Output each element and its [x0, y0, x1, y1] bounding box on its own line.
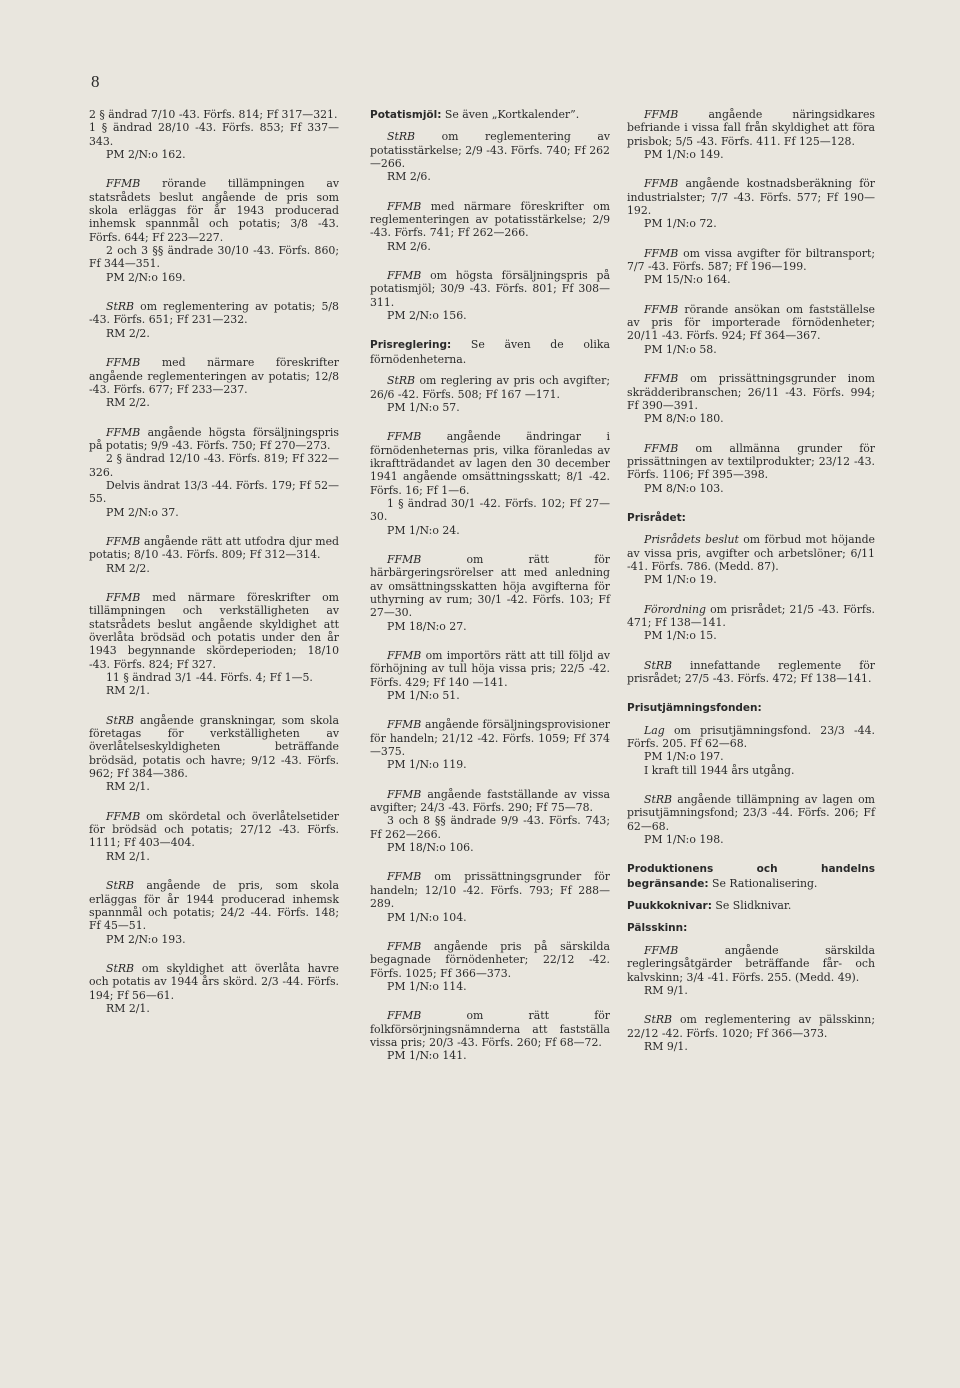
- index-entry: [627, 1013, 875, 1053]
- reference-line: PM 1/N:o 198.: [644, 833, 724, 847]
- reference-line: PM 1/N:o 57.: [387, 400, 460, 414]
- entry-text: [627, 533, 875, 573]
- index-entry: [370, 430, 610, 537]
- entry-text: [627, 247, 875, 274]
- entry-body: med närmare föreskrifter om reglementeringen av potatisstärkelse; 2/9 -43. Förfs. 741; Ff 262—266.: [370, 199, 610, 240]
- entry-lead: FFMB: [106, 590, 141, 604]
- entry-text: [627, 921, 875, 935]
- section-heading-entry: [627, 511, 875, 525]
- reference-line: PM 1/N:o 141.: [387, 1049, 467, 1063]
- index-entry: [627, 659, 875, 686]
- entry-body: med närmare föreskrifter angående reglementeringen av potatis; 12/8 -43. Förfs. 677; Ff 233—237.: [89, 356, 339, 396]
- entry-text: [370, 108, 610, 122]
- entry-body: om reglementering av potatis; 5/8 -43. Förfs. 651; Ff 231—232.: [89, 300, 339, 327]
- reference-line: PM 2/N:o 37.: [106, 505, 179, 519]
- entry-body: om skördetal och överlåtelsetider för brödsäd och potatis; 27/12 -43. Förfs. 1111; Ff 403—404.: [89, 809, 339, 850]
- reference-line: PM 8/N:o 103.: [644, 481, 724, 495]
- reference-line: RM 9/1.: [644, 983, 688, 997]
- entry-body: om reglering av pris och avgifter; 26/6 -42. Förfs. 508; Ff 167 —171.: [370, 374, 611, 401]
- reference-line: RM 9/1.: [644, 1039, 688, 1053]
- entry-body: innefattande reglemente för prisrådet; 27/5 -43. Förfs. 472; Ff 138—141.: [627, 658, 875, 685]
- entry-text: [627, 303, 875, 343]
- index-entry: [627, 372, 875, 425]
- entry-body: angående särskilda regleringsåtgärder beträffande får- och kalvskinn; 3/4 -41. Förfs. 255. (Medd. 49).: [627, 943, 875, 984]
- section-heading: Prisreglering:: [370, 339, 452, 352]
- entry-lead: FFMB: [387, 430, 422, 444]
- entry-body: angående rätt att utfodra djur med potatis; 8/10 -43. Förfs. 809; Ff 312—314.: [89, 534, 339, 562]
- entry-lead: FFMB: [106, 356, 141, 370]
- amendment-line: 2 och 3 §§ ändrade 30/10 -43. Förfs. 860; Ff 344—351.: [89, 244, 339, 271]
- entry-text: [370, 553, 610, 620]
- entry-lead: FFMB: [106, 534, 141, 548]
- entry-text: [89, 714, 339, 781]
- reference-line: PM 1/N:o 24.: [387, 523, 460, 537]
- entry-body: om prisrådet; 21/5 -43. Förfs. 471; Ff 138—141.: [627, 602, 876, 629]
- reference-line: RM 2/1.: [106, 1001, 150, 1015]
- entry-lead: FFMB: [387, 199, 422, 213]
- entry-lead: FFMB: [387, 870, 422, 884]
- reference-line: PM 2/N:o 162.: [106, 148, 186, 162]
- entry-text: [370, 338, 610, 366]
- entry-text: [627, 944, 875, 984]
- entry-body: Se Slidknivar.: [715, 899, 792, 913]
- index-entry: [370, 649, 610, 702]
- entry-lead: Lag: [644, 723, 665, 737]
- entry-body: om prissättningsgrunder för handeln; 12/10 -42. Förfs. 793; Ff 288—289.: [370, 870, 610, 911]
- entry-text: [627, 793, 875, 833]
- entry-body: om förbud mot höjande av vissa pris, avgifter och arbetslöner; 6/11 -41. Förfs. 786. (Medd. 87).: [627, 533, 876, 573]
- column-2: [370, 108, 610, 1079]
- index-entry: [627, 247, 875, 287]
- entry-text: [370, 200, 610, 240]
- reference-line: PM 1/N:o 58.: [644, 342, 717, 356]
- entry-body: angående tillämpning av lagen om prisutjämningsfond; 23/3 -44. Förfs. 206; Ff 62—68.: [627, 793, 875, 833]
- entry-lead: FFMB: [106, 809, 141, 823]
- reference-line: PM 1/N:o 114.: [387, 979, 467, 993]
- entry-lead: StRB: [106, 300, 135, 314]
- entry-lead: FFMB: [644, 441, 679, 455]
- index-entry: [627, 944, 875, 997]
- entry-body: om reglementering av pälsskinn; 22/12 -42. Förfs. 1020; Ff 366—373.: [627, 1013, 875, 1040]
- entry-body: angående pris på särskilda begagnade förnödenheter; 22/12 -42. Förfs. 1025; Ff 366—373.: [370, 939, 610, 980]
- entry-lead: FFMB: [106, 177, 141, 191]
- index-entry: [89, 177, 339, 284]
- entry-body: om prisutjämningsfond. 23/3 -44. Förfs. 205. Ff 62—68.: [627, 723, 876, 751]
- index-entry: [370, 940, 610, 993]
- entry-text: [370, 870, 610, 910]
- entry-body: angående kostnadsberäkning för industrialster; 7/7 -43. Förfs. 577; Ff 190—192.: [627, 177, 875, 218]
- entry-text: [370, 430, 610, 497]
- section-heading-entry: [627, 701, 875, 715]
- index-entry: [89, 108, 339, 161]
- index-entry: [89, 810, 339, 863]
- index-entry: [89, 426, 339, 519]
- section-heading: Potatismjöl:: [370, 109, 442, 121]
- entry-lead: StRB: [387, 130, 416, 144]
- entry-lead: StRB: [644, 658, 673, 672]
- index-entry: [627, 303, 875, 356]
- entry-text: [89, 535, 339, 562]
- reference-line: PM 1/N:o 149.: [644, 148, 724, 162]
- index-entry: [89, 962, 339, 1015]
- entry-text: [370, 130, 610, 170]
- entry-lead: StRB: [106, 879, 135, 893]
- entry-text: [370, 649, 610, 689]
- entry-body: angående ändringar i förnödenheternas pris, vilka föranledas av ikraftträdandet av lagen den 30 december 1941 angående omsättningsskatt; 8/1 -42. Förfs. 16; Ff 1—6.: [370, 430, 610, 497]
- entry-lead: StRB: [106, 713, 135, 727]
- section-heading-entry: [370, 338, 610, 366]
- index-entry: [370, 269, 610, 322]
- reference-line: PM 1/N:o 15.: [644, 629, 717, 643]
- amendment-line: 3 och 8 §§ ändrade 9/9 -43. Förfs. 743; Ff 262—266.: [370, 814, 610, 841]
- entry-text: [370, 788, 610, 815]
- reference-line: RM 2/2.: [106, 326, 150, 340]
- amendment-line: 1 § ändrad 28/10 -43. Förfs. 853; Ff 337—343.: [89, 121, 339, 148]
- index-entry: [370, 788, 610, 855]
- entry-lead: StRB: [106, 961, 135, 975]
- reference-line: RM 2/1.: [106, 684, 150, 698]
- entry-text: [89, 356, 339, 396]
- reference-line: RM 2/1.: [106, 849, 150, 863]
- entry-body: rörande tillämpningen av statsrådets beslut angående de pris som skola erläggas för år 1943 producerad inhemsk spannmål och potatis; 3/8 -43. Förfs. 644; Ff 223—227.: [89, 177, 339, 244]
- reference-line: PM 1/N:o 19.: [644, 573, 717, 587]
- entry-lead: FFMB: [644, 108, 679, 121]
- index-entry: [89, 300, 339, 340]
- entry-body: med närmare föreskrifter om tillämpningen och verkställigheten av statsrådets beslut angående skyldighet att överlåta brödsäd och potatis under den år 1943 begynnande skördeperioden; 18/10 -43. Förfs. 824; Ff 327.: [89, 590, 339, 671]
- reference-line: PM 18/N:o 27.: [387, 619, 467, 633]
- entry-body: om importörs rätt att till följd av förhöjning av tull höja vissa pris; 22/5 -42. Förfs. 429; Ff 140 —141.: [370, 649, 610, 689]
- entry-body: Se även de olika förnödenheterna.: [370, 338, 610, 366]
- amendment-line: Delvis ändrat 13/3 -44. Förfs. 179; Ff 52—55.: [89, 478, 339, 506]
- index-entry: [370, 718, 610, 771]
- entry-body: om reglementering av potatisstärkelse; 2/9 -43. Förfs. 740; Ff 262—266.: [370, 130, 610, 171]
- index-entry: [627, 442, 875, 495]
- entry-text: [627, 659, 875, 686]
- section-heading-entry: [627, 862, 875, 891]
- entry-body: rörande ansökan om fastställelse av pris för importerade förnödenheter; 20/11 -43. Förfs. 924; Ff 364—367.: [627, 302, 875, 343]
- entry-body: om högsta försäljningspris på potatismjöl; 30/9 -43. Förfs. 801; Ff 308—311.: [370, 269, 610, 309]
- index-entry: [89, 879, 339, 946]
- entry-lead: FFMB: [644, 372, 679, 386]
- reference-line: PM 15/N:o 164.: [644, 273, 731, 287]
- entry-text: [89, 591, 339, 671]
- entry-body: om rätt för folkförsörjningsnämnderna att fastställa vissa pris; 20/3 -43. Förfs. 260; Ff 68—72.: [370, 1009, 610, 1049]
- entry-text: [89, 300, 339, 327]
- index-entry: [370, 1009, 610, 1062]
- entry-text: [627, 442, 875, 482]
- entry-text: [627, 724, 875, 751]
- entry-body: Se Rationalisering.: [712, 876, 818, 890]
- entry-text: [627, 372, 875, 412]
- entry-body: angående högsta försäljningspris på potatis; 9/9 -43. Förfs. 750; Ff 270—273.: [89, 425, 340, 452]
- index-entry: [370, 870, 610, 923]
- entry-text: [627, 701, 875, 715]
- entry-text: [370, 1009, 610, 1049]
- reference-line: PM 1/N:o 104.: [387, 910, 467, 924]
- index-entry: [370, 200, 610, 253]
- entry-text: [627, 603, 875, 630]
- entry-lead: FFMB: [387, 787, 422, 801]
- entry-lead: FFMB: [387, 718, 422, 732]
- entry-text: [89, 177, 339, 244]
- entry-lead: StRB: [387, 374, 416, 388]
- index-entry: [89, 591, 339, 698]
- reference-line: PM 1/N:o 51.: [387, 689, 460, 703]
- entry-lead: FFMB: [644, 943, 679, 957]
- reference-line: PM 8/N:o 180.: [644, 412, 724, 426]
- entry-lead: FFMB: [644, 177, 679, 191]
- entry-text: [89, 810, 339, 850]
- index-entry: [627, 603, 875, 643]
- entry-lead: FFMB: [644, 302, 679, 316]
- reference-line: RM 2/6.: [387, 239, 431, 253]
- entry-lead: FFMB: [106, 425, 141, 439]
- entry-body: angående försäljningsprovisioner för handeln; 21/12 -42. Förfs. 1059; Ff 374—375.: [370, 718, 610, 759]
- entry-lead: StRB: [644, 1013, 673, 1027]
- index-entry: [89, 714, 339, 794]
- index-entry: [370, 374, 610, 414]
- entry-body: angående granskningar, som skola företagas för verkställigheten av överlåtelseskyldigheten beträffande brödsäd, potatis och havre; 9/12 -43. Förfs. 962; Ff 384—386.: [89, 713, 339, 781]
- entry-text: [370, 374, 610, 401]
- entry-text: [89, 962, 339, 1002]
- entry-text: [627, 899, 875, 913]
- reference-line: RM 2/2.: [106, 561, 150, 575]
- reference-line: RM 2/6.: [387, 170, 431, 184]
- index-entry: [627, 533, 875, 586]
- entry-text: [627, 1013, 875, 1040]
- entry-lead: Förordning: [644, 602, 706, 616]
- entry-text: [370, 940, 610, 980]
- entry-text: [627, 862, 875, 891]
- reference-line: PM 1/N:o 197.: [644, 750, 724, 764]
- index-entry: [627, 793, 875, 846]
- section-heading: Prisutjämningsfonden:: [627, 702, 762, 715]
- entry-lead: FFMB: [387, 1009, 422, 1023]
- entry-lead: FFMB: [387, 552, 422, 566]
- entry-body: angående näringsidkares befriande i vissa fall från skyldighet att föra prisbok; 5/5 -43. Förfs. 411. Ff 125—128.: [627, 108, 875, 148]
- section-heading-entry: [627, 921, 875, 935]
- reference-line: PM 2/N:o 169.: [106, 270, 186, 284]
- entry-lead: FFMB: [387, 649, 422, 662]
- reference-line: RM 2/2.: [106, 396, 150, 410]
- section-heading-entry: [370, 108, 610, 122]
- reference-line: PM 2/N:o 156.: [387, 309, 467, 323]
- section-heading: Produktionens och handelns begränsande:: [627, 863, 875, 890]
- index-entry: [370, 553, 610, 633]
- section-heading-entry: [627, 899, 875, 913]
- entry-body: om rätt för härbärgeringsrörelser att med anledning av omsättningsskatten höja avgifterna för uthyrning av rum; 30/1 -42. Förfs. 103; Ff 27—30.: [370, 552, 610, 620]
- amendment-line: 11 § ändrad 3/1 -44. Förfs. 4; Ff 1—5.: [106, 671, 313, 685]
- reference-line: PM 1/N:o 72.: [644, 217, 717, 231]
- index-entry: [89, 535, 339, 575]
- entry-text: [627, 108, 875, 148]
- page-number: 8: [91, 72, 100, 91]
- entry-lead: Prisrådets beslut: [644, 533, 739, 547]
- reference-line: PM 2/N:o 193.: [106, 932, 186, 946]
- index-entry: [627, 108, 875, 161]
- index-entry: [370, 130, 610, 183]
- index-entry: [627, 724, 875, 777]
- reference-line: I kraft till 1944 års utgång.: [644, 763, 795, 777]
- entry-text: [89, 426, 339, 453]
- entry-lead: FFMB: [644, 246, 679, 260]
- section-heading: Pälsskinn:: [627, 922, 688, 935]
- entry-lead: StRB: [644, 793, 673, 807]
- entry-text: [627, 511, 875, 525]
- index-entry: [89, 356, 339, 409]
- entry-body: om allmänna grunder för prissättningen av textilprodukter; 23/12 -43. Förfs. 1106; Ff 395—398.: [627, 441, 875, 482]
- amendment-line: 2 § ändrad 7/10 -43. Förfs. 814; Ff 317—321.: [89, 108, 338, 121]
- entry-body: angående de pris, som skola erläggas för år 1944 producerad inhemsk spannmål och potatis; 24/2 -44. Förfs. 148; Ff 45—51.: [89, 879, 339, 933]
- entry-body: om vissa avgifter för biltransport; 7/7 -43. Förfs. 587; Ff 196—199.: [627, 246, 875, 274]
- column-3: [627, 108, 875, 1069]
- reference-line: PM 18/N:o 106.: [387, 841, 474, 855]
- index-entry: [627, 177, 875, 230]
- entry-text: [89, 879, 339, 932]
- entry-body: angående fastställande av vissa avgifter; 24/3 -43. Förfs. 290; Ff 75—78.: [370, 787, 610, 815]
- amendment-line: 2 § ändrad 12/10 -43. Förfs. 819; Ff 322—326.: [89, 452, 339, 479]
- entry-body: om skyldighet att överlåta havre och potatis av 1944 års skörd. 2/3 -44. Förfs. 194; Ff 56—61.: [89, 961, 339, 1002]
- column-1: [89, 108, 339, 1031]
- reference-line: RM 2/1.: [106, 780, 150, 794]
- entry-text: [370, 718, 610, 758]
- amendment-line: 1 § ändrad 30/1 -42. Förfs. 102; Ff 27—30.: [370, 496, 610, 524]
- entry-lead: FFMB: [387, 939, 422, 953]
- section-heading: Puukkoknivar:: [627, 900, 712, 913]
- entry-body: om prissättningsgrunder inom skrädderibranschen; 26/11 -43. Förfs. 994; Ff 390—391.: [627, 372, 875, 412]
- entry-body: Se även „Kortkalender”.: [444, 108, 580, 121]
- section-heading: Prisrådet:: [627, 511, 686, 524]
- entry-text: [370, 269, 610, 309]
- entry-lead: FFMB: [387, 269, 422, 283]
- entry-text: [627, 177, 875, 217]
- reference-line: PM 1/N:o 119.: [387, 758, 467, 772]
